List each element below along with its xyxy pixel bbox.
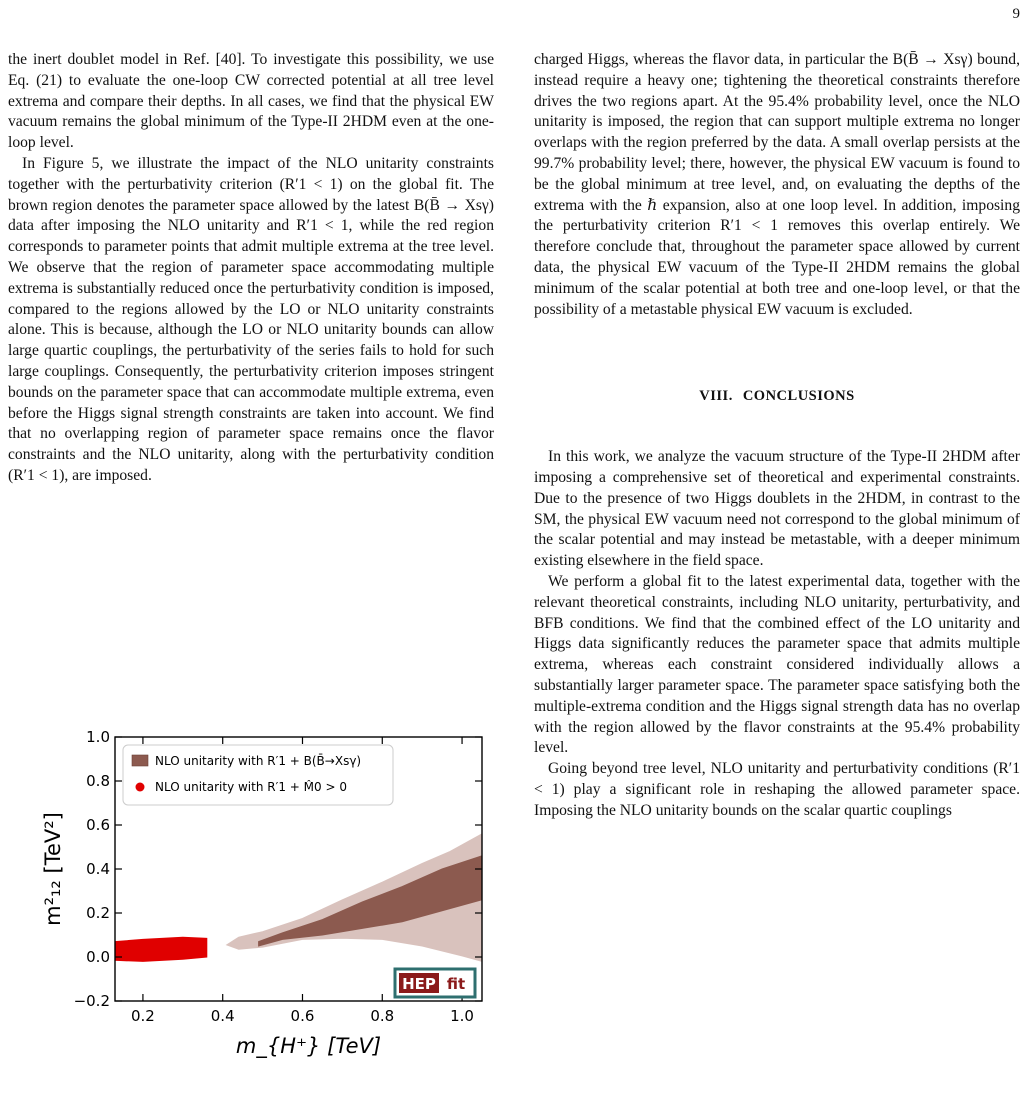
y-tick-label: 0.6: [86, 816, 110, 834]
paragraph: the inert doublet model in Ref. [40]. To investigate this possibility, we use Eq. (21) to evaluate the one-loop CW corrected potential at all tree level extrema and compare their depths. In all cases, we find that the physical EW vacuum remains the global minimum of the Type-II 2HDM even at the one-loop level.: [8, 51, 494, 152]
legend-swatch: [136, 783, 145, 792]
right-column: [534, 50, 1020, 822]
y-tick-label: 0.8: [86, 772, 110, 790]
y-tick-label: 0.4: [86, 860, 110, 878]
legend-swatch: [132, 755, 148, 766]
chart: [30, 704, 500, 1094]
legend-label: NLO unitarity with R′1 + M̂0 > 0: [155, 780, 347, 794]
y-axis-label: m²₁₂ [TeV²]: [41, 812, 65, 926]
y-tick-label: 1.0: [86, 728, 110, 746]
y-tick-label: −0.2: [73, 992, 110, 1010]
x-tick-label: 1.0: [450, 1007, 474, 1025]
y-tick-label: 0.0: [86, 948, 110, 966]
hepfit-logo-text-fit: fit: [446, 975, 466, 993]
x-tick-label: 0.4: [210, 1007, 235, 1025]
x-axis-label: m_{H⁺} [TeV]: [235, 1034, 382, 1058]
paragraph: charged Higgs, whereas the flavor data, in particular the B(B̄ → Xsγ) bound, instead require a heavy one; tightening the theoretical constraints therefore drives the two regions apart. At the 95.4% probability level, once the NLO unitarity is imposed, the region that can support multiple extrema no longer overlaps with the region preferred by the data. A small overlap persists at the 99.7% probability level; there, however, the physical EW vacuum is found to be the global minimum at tree level, and, on evaluating the depths of the extrema with the ℏ expansion, also at one loop level. In addition, imposing the perturbativity criterion R′1 < 1 removes this overlap entirely. We therefore conclude that, throughout the parameter space allowed by current data, the physical EW vacuum of the Type-II 2HDM remains the global minimum of the scalar potential at both tree and one-loop level, or that the possibility of a metastable physical EW vacuum is excluded.: [534, 51, 1020, 318]
paragraph: We perform a global fit to the latest experimental data, together with the relevant theoretical constraints, including NLO unitarity, perturbativity, and BFB conditions. We find that the combined effect of the LO unitarity and Higgs data significantly reduces the parameter space that admits multiple extrema, whereas each constraint considered individually allows a substantially larger parameter space. The parameter space satisfying both the multiple-extrema condition and the Higgs signal strength data has no overlap with the region allowed by the flavor constraints at the 95.4% probability level.: [534, 572, 1020, 757]
figure-5: [30, 704, 500, 1094]
legend-label: NLO unitarity with R′1 + B(B̄→Xsγ): [155, 754, 362, 768]
left-column: [8, 50, 494, 487]
page-number: 9: [1012, 6, 1020, 22]
x-tick-label: 0.8: [370, 1007, 395, 1025]
hepfit-logo-text-hep: HEP: [402, 975, 436, 993]
section-title: CONCLUSIONS: [742, 388, 855, 405]
paragraph: In this work, we analyze the vacuum structure of the Type-II 2HDM after imposing a comprehensive set of theoretical and experimental constraints. Due to the presence of two Higgs doublets in the 2HDM, in contrast to the SM, the physical EW vacuum need not correspond to the global minimum of the scalar potential and may instead be metastable, with a deeper minimum existing elsewhere in the field space.: [534, 448, 1020, 570]
region-2: [115, 937, 207, 961]
x-tick-label: 0.6: [290, 1007, 315, 1025]
x-tick-label: 0.2: [130, 1007, 155, 1025]
paragraph: In Figure 5, we illustrate the impact of the NLO unitarity constraints together with the perturbativity criterion (R′1 < 1) on the global fit. The brown region denotes the parameter space allowed by the latest B(B̄ → Xsγ) data after imposing the NLO unitarity and R′1 < 1, while the red region corresponds to parameter points that admit multiple extrema at the tree level. We observe that the region of parameter space accommodating multiple extrema is substantially reduced once the perturbativity condition is imposed, compared to the regions allowed by the LO or NLO unitarity constraints alone. This is because, although the LO or NLO unitarity bounds can allow large quartic couplings, the perturbativity of the series fails to hold for such large couplings. Consequently, the perturbativity criterion imposes stringent bounds on the parameter space that can accommodate multiple extrema, even before the Higgs signal strength constraints are taken into account. We find that no overlapping region of parameter space remains once the flavor constraints and the NLO unitarity, along with the perturbativity condition (R′1 < 1), are imposed.: [8, 154, 494, 484]
y-tick-label: 0.2: [86, 904, 110, 922]
section-heading: [534, 386, 1020, 407]
paragraph: Going beyond tree level, NLO unitarity and perturbativity conditions (R′1 < 1) play a significant role in reshaping the allowed parameter space. Imposing the NLO unitarity bounds on the scalar quartic couplings: [534, 760, 1020, 819]
section-number: VIII.: [699, 388, 733, 405]
